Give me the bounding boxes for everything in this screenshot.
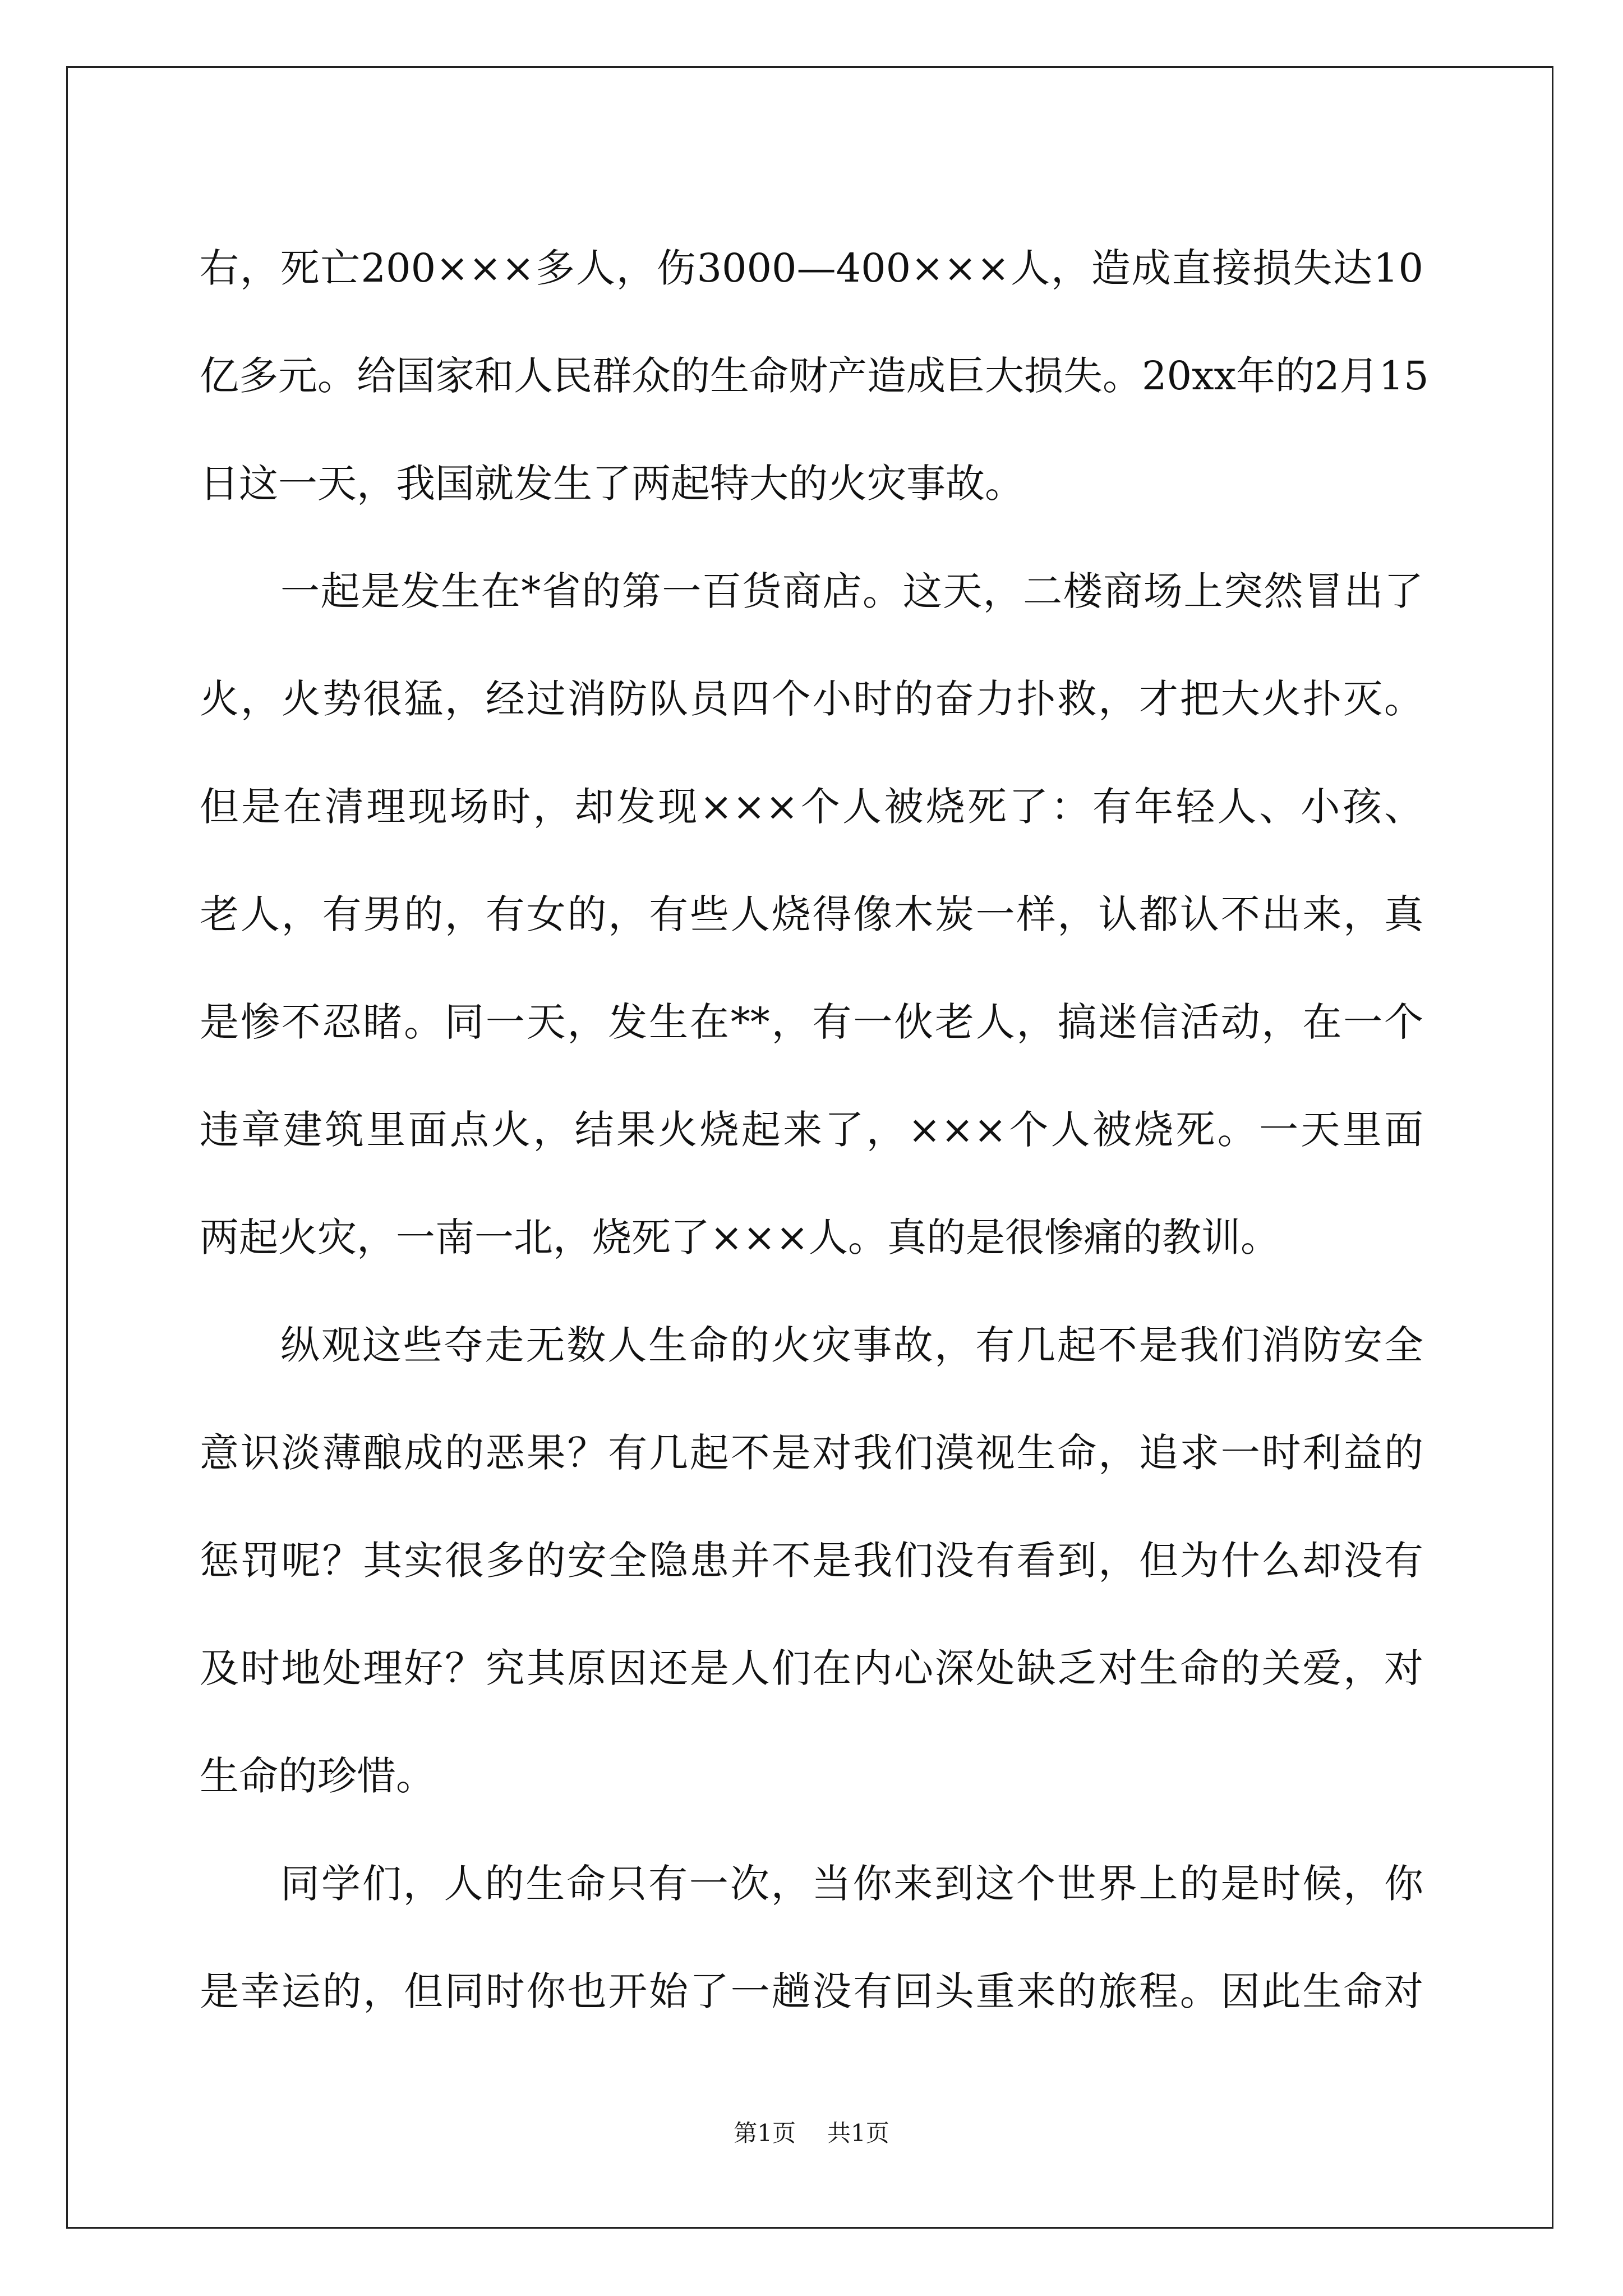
text-line: 火，火势很猛，经过消防队员四个小时的奋力扑救，才把大火扑灭。 [200, 676, 1423, 722]
text-line: 右，死亡200×××多人，伤3000—400×××人，造成直接损失达10 [200, 245, 1423, 291]
text-line: 但是在清理现场时，却发现×××个人被烧死了：有年轻人、小孩、 [200, 784, 1423, 830]
text-line: 是惨不忍睹。同一天，发生在**，有一伙老人，搞迷信活动，在一个 [200, 999, 1423, 1045]
text-line: 亿多元。给国家和人民群众的生命财产造成巨大损失。20xx年的2月15 [200, 353, 1429, 399]
text-line: 同学们，人的生命只有一次，当你来到这个世界上的是时候，你 [280, 1861, 1423, 1907]
page-footer [0, 2116, 1623, 2150]
text-line: 老人，有男的，有女的，有些人烧得像木炭一样，认都认不出来，真 [200, 891, 1423, 937]
text-line: 生命的珍惜。 [200, 1753, 435, 1799]
text-line: 违章建筑里面点火，结果火烧起来了，×××个人被烧死。一天里面 [200, 1107, 1423, 1153]
document-body [200, 214, 1429, 2045]
page-number: 第1页 [734, 2119, 796, 2147]
text-line: 两起火灾，一南一北，烧死了×××人。真的是很惨痛的教训。 [200, 1214, 1280, 1260]
text-line: 纵观这些夺走无数人生命的火灾事故，有几起不是我们消防安全 [280, 1322, 1423, 1368]
text-line: 日这一天，我国就发生了两起特大的火灾事故。 [200, 461, 1024, 507]
text-line: 及时地处理好？究其原因还是人们在内心深处缺乏对生命的关爱，对 [200, 1645, 1423, 1691]
text-line: 一起是发生在*省的第一百货商店。这天，二楼商场上突然冒出了 [280, 568, 1423, 614]
text-line: 意识淡薄酿成的恶果？有几起不是对我们漠视生命，追求一时利益的 [200, 1430, 1423, 1476]
page-total: 共1页 [827, 2119, 889, 2147]
text-line: 是幸运的，但同时你也开始了一趟没有回头重来的旅程。因此生命对 [200, 1968, 1423, 2014]
text-line: 惩罚呢？其实很多的安全隐患并不是我们没有看到，但为什么却没有 [200, 1538, 1423, 1584]
